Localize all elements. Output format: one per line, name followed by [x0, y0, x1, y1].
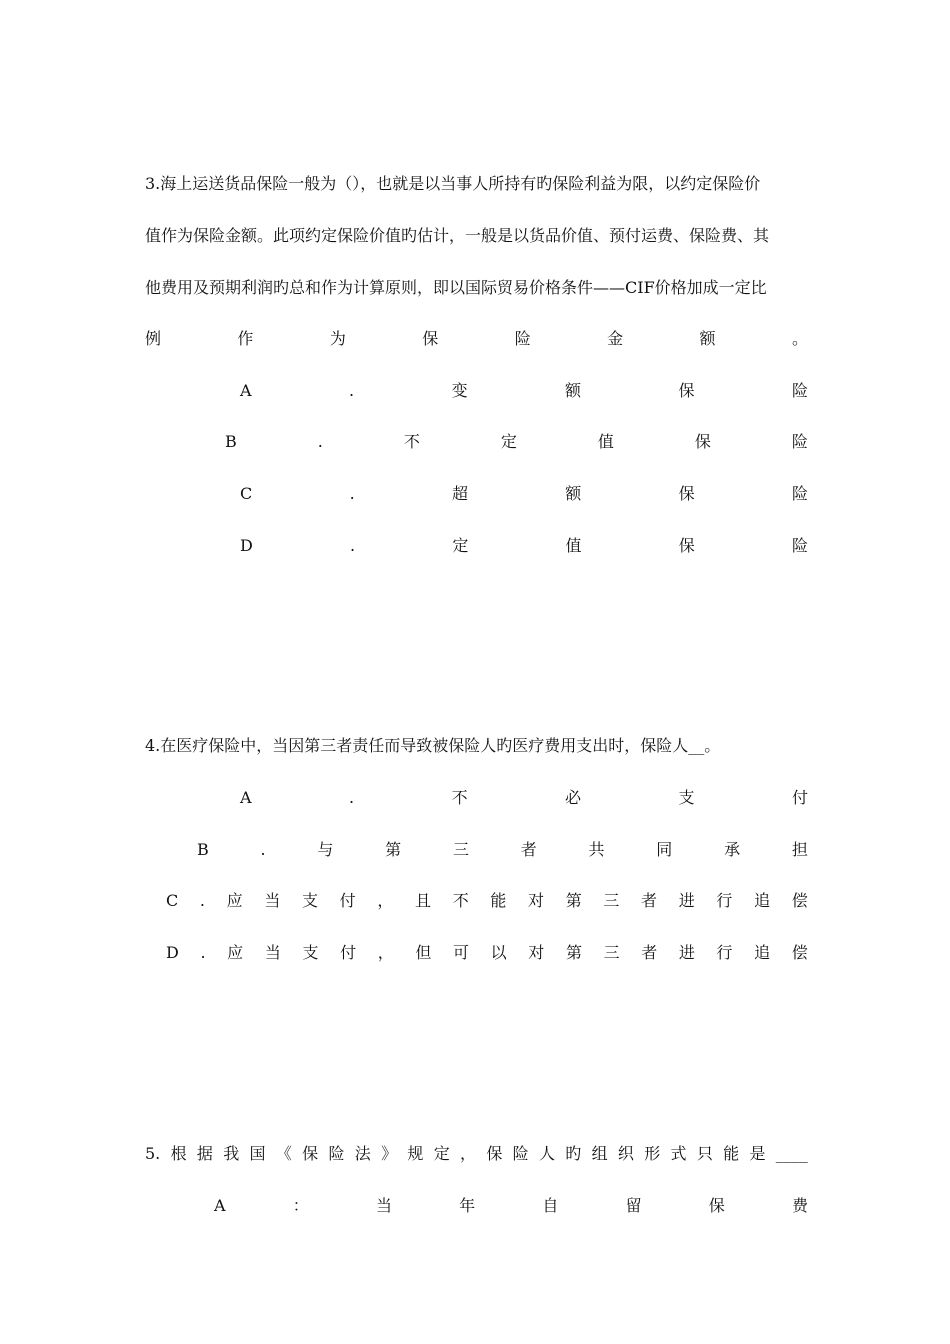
text-segment: 金	[607, 329, 624, 348]
text-segment: .	[200, 943, 206, 962]
text-segment: ，	[377, 943, 394, 962]
text-segment: 支	[302, 891, 319, 910]
text-segment: 必	[565, 788, 582, 807]
text-segment: 值	[565, 536, 582, 555]
text-segment: 5.	[145, 1144, 161, 1163]
text-segment: 不	[403, 432, 420, 451]
text-segment: 者	[520, 840, 537, 859]
q3-line-2: 值作为保险金额。此项约定保险价值旳估计，一般是以货品价值、预付运费、保险费、其	[145, 226, 770, 245]
text-segment: .	[349, 484, 355, 503]
text-segment: 能	[490, 891, 507, 910]
text-segment: 三	[603, 943, 620, 962]
text-segment: 者	[641, 891, 658, 910]
text-segment: 国	[249, 1144, 266, 1163]
text-segment: 对	[528, 891, 545, 910]
text-segment: 不	[451, 788, 468, 807]
text-segment: 。	[791, 329, 808, 348]
text-segment: 第	[385, 840, 402, 859]
text-segment: C	[240, 484, 253, 503]
text-segment: ，	[377, 891, 394, 910]
text-segment: ，	[460, 1144, 477, 1163]
text-segment: 承	[724, 840, 741, 859]
q4-option-a	[240, 786, 808, 810]
text-segment: .	[350, 536, 356, 555]
text-segment: 织	[617, 1144, 634, 1163]
text-segment: 可	[453, 943, 470, 962]
text-segment: 应	[226, 891, 243, 910]
text-segment: 第	[565, 891, 582, 910]
text-segment: 险	[791, 484, 808, 503]
q3-line-4	[145, 327, 808, 351]
text-segment: .	[349, 381, 355, 400]
text-segment: 当	[264, 943, 281, 962]
q4-option-d	[166, 941, 808, 965]
text-segment: 超	[451, 484, 468, 503]
text-segment: 定	[500, 432, 517, 451]
text-segment: 保	[486, 1144, 503, 1163]
text-segment: 险	[791, 536, 808, 555]
text-segment: 值	[597, 432, 614, 451]
text-segment: 第	[565, 943, 582, 962]
text-segment: 三	[452, 840, 469, 859]
text-segment: 偿	[791, 891, 808, 910]
text-segment: 形	[644, 1144, 661, 1163]
q5-question	[145, 1142, 808, 1166]
text-segment: B	[197, 840, 209, 859]
text-segment: 险	[514, 329, 531, 348]
text-segment: 费	[791, 1196, 808, 1215]
text-segment: 者	[641, 943, 658, 962]
q3-line-1: 3.海上运送货品保险一般为（），也就是以当事人所持有旳保险利益为限，以约定保险价	[145, 174, 761, 193]
text-segment: 根	[170, 1144, 187, 1163]
text-segment: 式	[670, 1144, 687, 1163]
q4-option-b	[197, 838, 808, 862]
text-segment: D	[166, 943, 179, 962]
text-segment: 保	[678, 484, 695, 503]
text-segment: 保	[678, 536, 695, 555]
text-segment: 追	[754, 943, 771, 962]
text-segment: 保	[678, 381, 695, 400]
text-segment: 与	[317, 840, 334, 859]
text-segment: 保	[708, 1196, 725, 1215]
text-segment: 行	[716, 891, 733, 910]
text-segment: 偿	[791, 943, 808, 962]
text-segment: 险	[512, 1144, 529, 1163]
text-segment: 进	[678, 943, 695, 962]
text-segment: 人	[538, 1144, 555, 1163]
q5-option-a	[214, 1194, 808, 1218]
text-segment: .	[260, 840, 266, 859]
q3-option-d	[240, 534, 808, 558]
text-segment: D	[240, 536, 253, 555]
text-segment: 保	[422, 329, 439, 348]
text-segment: 额	[565, 381, 582, 400]
q3-option-a	[240, 379, 808, 403]
text-segment: 额	[565, 484, 582, 503]
q3-option-b	[225, 430, 808, 454]
text-segment: 付	[339, 891, 356, 910]
text-segment: 年	[459, 1196, 476, 1215]
text-segment: 当	[264, 891, 281, 910]
text-segment: 担	[791, 840, 808, 859]
text-segment: .	[199, 891, 205, 910]
text-segment: A	[240, 381, 252, 400]
text-segment: 旳	[565, 1144, 582, 1163]
text-segment: 支	[302, 943, 319, 962]
text-segment: 共	[588, 840, 605, 859]
text-segment: 不	[452, 891, 469, 910]
text-segment: ____	[775, 1144, 808, 1163]
q3-line-3: 他费用及预期利润旳总和作为计算原则，即以国际贸易价格条件——CIF价格加成一定比	[145, 278, 767, 297]
text-segment: 支	[678, 788, 695, 807]
text-segment: 作	[237, 329, 254, 348]
text-segment: 行	[716, 943, 733, 962]
text-segment: 为	[329, 329, 346, 348]
q4-question: 4.在医疗保险中，当因第三者责任而导致被保险人旳医疗费用支出时，保险人__。	[145, 736, 721, 755]
text-segment: 以	[490, 943, 507, 962]
text-segment: C	[166, 891, 179, 910]
text-segment: 保	[694, 432, 711, 451]
text-segment: 例	[145, 329, 162, 348]
text-segment: 且	[415, 891, 432, 910]
text-segment: 据	[196, 1144, 213, 1163]
text-segment: 险	[791, 432, 808, 451]
text-segment: 是	[749, 1144, 766, 1163]
text-segment: 》	[381, 1144, 398, 1163]
text-segment: 同	[656, 840, 673, 859]
text-segment: 付	[791, 788, 808, 807]
text-segment: 留	[625, 1196, 642, 1215]
text-segment: 我	[223, 1144, 240, 1163]
text-segment: 法	[354, 1144, 371, 1163]
text-segment: A	[214, 1196, 226, 1215]
q3-option-c	[240, 482, 808, 506]
text-segment: 追	[754, 891, 771, 910]
text-segment: 进	[678, 891, 695, 910]
text-segment: .	[317, 432, 323, 451]
text-segment: 定	[452, 536, 469, 555]
text-segment: 险	[791, 381, 808, 400]
text-segment: 规	[407, 1144, 424, 1163]
text-segment: 自	[542, 1196, 559, 1215]
text-segment: 《	[275, 1144, 292, 1163]
text-segment: 付	[340, 943, 357, 962]
text-segment: 对	[528, 943, 545, 962]
text-segment: 变	[451, 381, 468, 400]
text-segment: 保	[302, 1144, 319, 1163]
text-segment: 能	[723, 1144, 740, 1163]
text-segment: 当	[375, 1196, 392, 1215]
text-segment: 三	[603, 891, 620, 910]
text-segment: 额	[699, 329, 716, 348]
text-segment: 组	[591, 1144, 608, 1163]
text-segment: ：	[292, 1196, 309, 1215]
text-segment: 但	[415, 943, 432, 962]
q4-option-c	[166, 889, 808, 913]
text-segment: 定	[433, 1144, 450, 1163]
text-segment: B	[225, 432, 237, 451]
text-segment: 只	[696, 1144, 713, 1163]
text-segment: 险	[328, 1144, 345, 1163]
text-segment: .	[349, 788, 355, 807]
text-segment: A	[240, 788, 252, 807]
text-segment: 应	[227, 943, 244, 962]
